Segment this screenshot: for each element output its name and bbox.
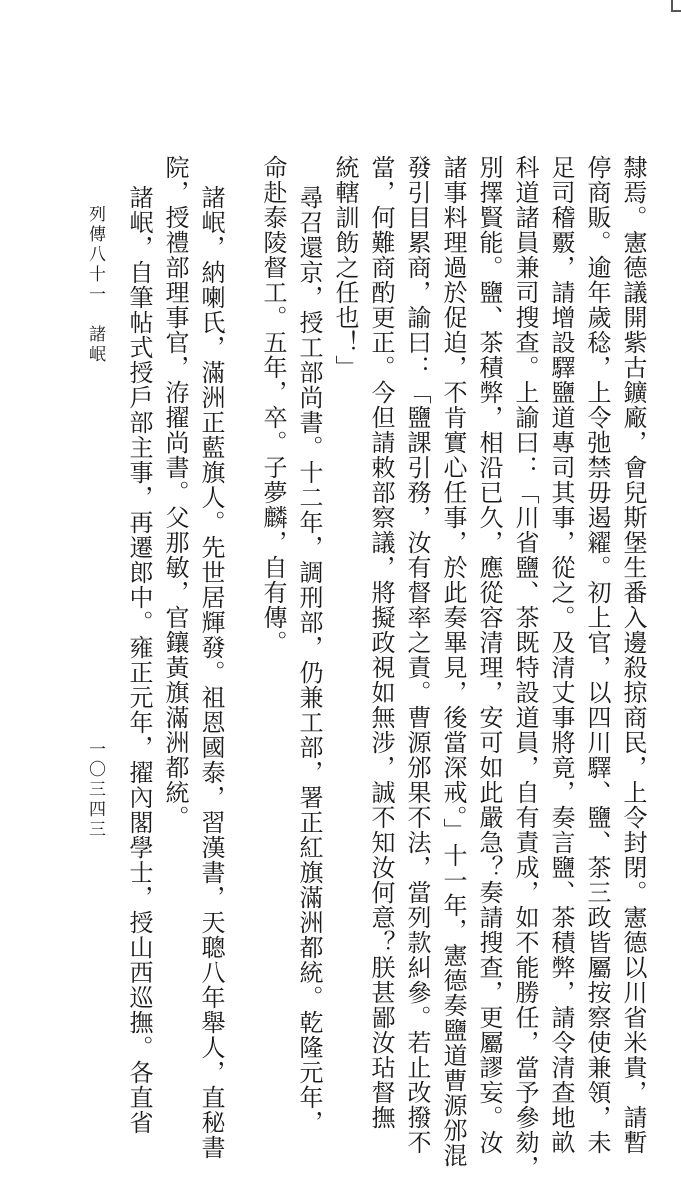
chapter-label: 列傳八十一 諸岷 bbox=[85, 205, 105, 365]
text-column: 諸事料理過於促迫，不肯實心任事，於此奏畢見，後當深戒。」十一年，憲德奏鹽道曹源邠混 bbox=[439, 155, 467, 1168]
text-column: 隸焉。憲德議開紫古鑛廠，會兒斯堡生番入邊殺掠商民，上令封閉。憲德以川省米貴，請暫 bbox=[619, 155, 647, 1155]
text-column: 院，授禮部理事官，洊擢尚書。父那敏，官鑲黃旗滿洲都統。 bbox=[161, 155, 189, 830]
text-column: 停商販。逾年歲稔，上令弛禁毋遏糴。初上官，以四川驛、鹽、茶三政皆屬按察使兼領，未 bbox=[583, 155, 611, 1155]
text-column: 發引目累商，諭曰：「鹽課引務，汝有督率之責。曹源邠果不法，當列款糾參。若止改撥不 bbox=[403, 155, 431, 1155]
text-column: 當，何難商酌更正。今但請敕部察議，將擬政視如無涉，誠不知汝何意？朕甚鄙汝玷督撫 bbox=[367, 155, 395, 1130]
text-column: 統轄訓飭之任也！」 bbox=[331, 155, 359, 380]
page-number: 一〇三四三 bbox=[85, 740, 105, 840]
text-column: 足司稽覈，請增設驛鹽道專司其事，從之。及清丈事將竟，奏言鹽、茶積弊，請令清查地畝 bbox=[547, 155, 575, 1155]
corner-mark bbox=[671, 0, 681, 12]
text-column: 命赴泰陵督工。五年，卒。子夢麟，自有傳。 bbox=[259, 155, 287, 655]
text-column: 諸岷，自筆帖式授戶部主事，再遷郎中。雍正元年，擢內閣學士，授山西巡撫。各直省 bbox=[125, 185, 153, 1135]
text-column: 諸岷，納喇氏，滿洲正藍旗人。先世居輝發。祖恩國泰，習漢書，天聰八年舉人，直秘書 bbox=[197, 185, 225, 1160]
text-column: 科道諸員兼司搜查。上諭曰：「川省鹽、茶既特設道員，自有責成，如不能勝任，當予參劾， bbox=[511, 155, 539, 1180]
text-column: 尋召還京，授工部尚書。十二年，調刑部，仍兼工部，署正紅旗滿洲都統。乾隆元年， bbox=[295, 185, 323, 1135]
text-column: 別擇賢能。鹽、茶積弊，相沿已久，應從容清理，安可如此嚴急？奏請搜查，更屬謬妄。汝 bbox=[475, 155, 503, 1155]
